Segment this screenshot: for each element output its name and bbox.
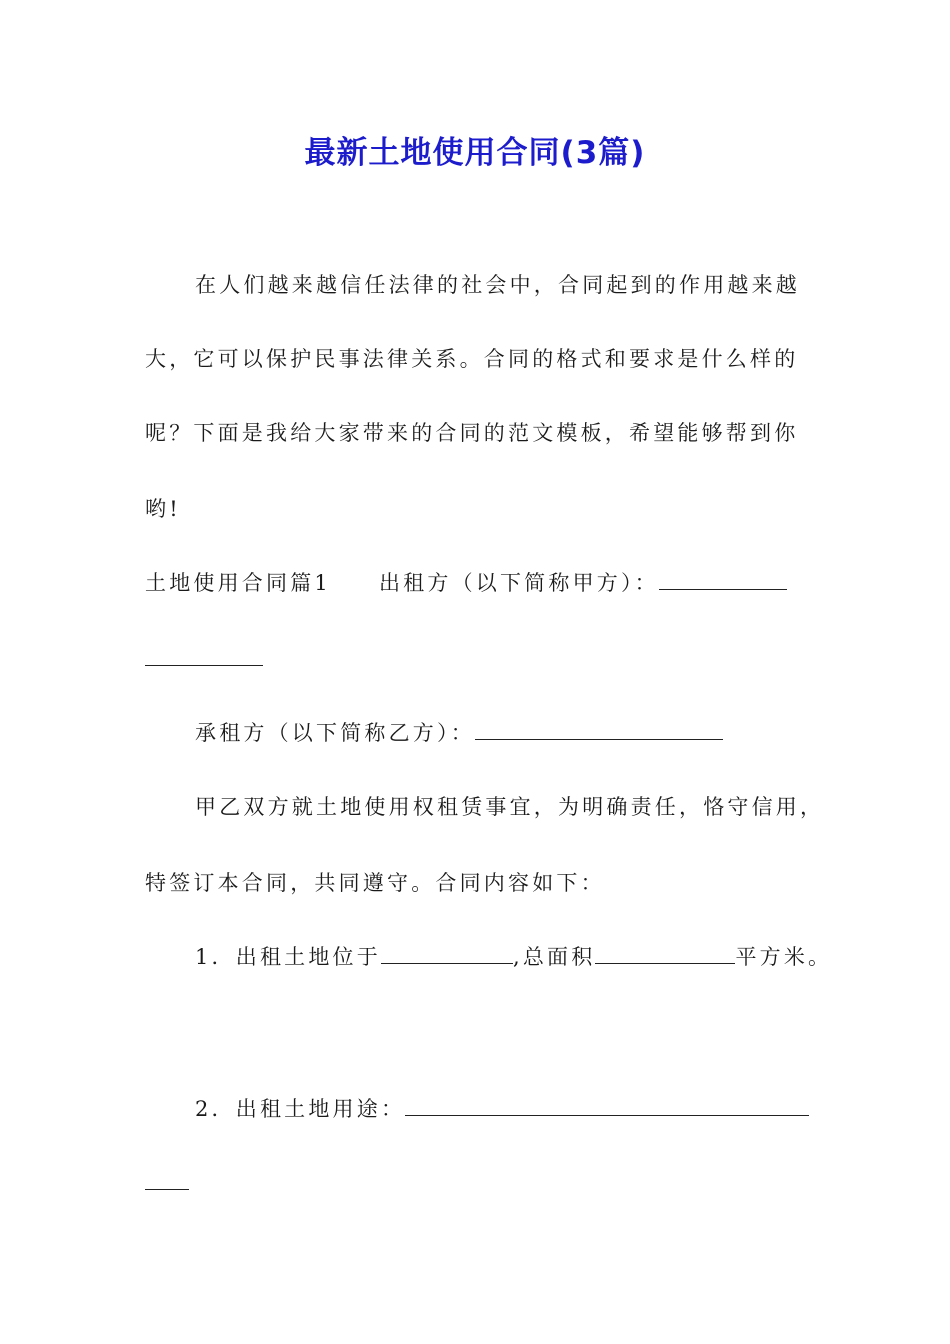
lessee-label: 承租方（以下简称乙方）：: [195, 721, 475, 745]
lessor-blank: [659, 569, 787, 590]
lessee-row: [195, 718, 865, 748]
item-2-label: 2．出租土地用途：: [195, 1097, 406, 1121]
lessee-blank: [475, 719, 723, 740]
item-1-mid: ,总面积: [512, 945, 596, 969]
section1-heading: 土地使用合同篇1: [145, 571, 331, 595]
usage-blank-continued: [145, 1169, 189, 1190]
item-2-row: [195, 1094, 865, 1124]
area-blank: [595, 943, 735, 964]
section1-heading-row: [145, 568, 815, 598]
intro-line-3: 呢？下面是我给大家带来的合同的范文模板，希望能够帮到你: [145, 421, 799, 445]
lessor-blank-continued: [145, 645, 263, 666]
usage-blank: [405, 1095, 809, 1116]
usage-blank-continued-row: [145, 1168, 815, 1198]
lessor-label: 出租方（以下简称甲方）：: [378, 571, 659, 595]
item-1-prefix: 1．出租土地位于: [195, 945, 381, 969]
item-1-suffix: 平方米。: [735, 945, 833, 969]
intro-line-1: 在人们越来越信任法律的社会中，合同起到的作用越来越: [195, 273, 800, 297]
lessor-blank-continued-row: [145, 644, 815, 674]
document-title: 最新土地使用合同(3篇): [304, 135, 646, 171]
item-1-row: [195, 942, 865, 972]
purpose-line-1: 甲乙双方就土地使用权租赁事宜，为明确责任，恪守信用，: [195, 795, 825, 819]
intro-line-4: 哟!: [145, 497, 181, 521]
intro-line-2: 大，它可以保护民事法律关系。合同的格式和要求是什么样的: [145, 347, 799, 371]
location-blank: [381, 943, 513, 964]
purpose-line-2: 特签订本合同，共同遵守。合同内容如下：: [145, 871, 605, 895]
